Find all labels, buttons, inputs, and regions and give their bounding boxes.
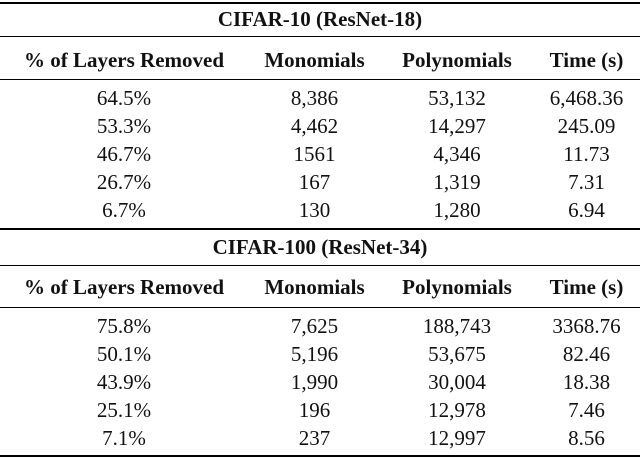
header-layers-removed: % of Layers Removed [23, 48, 225, 72]
table-row [0, 424, 640, 452]
table-row [0, 84, 640, 112]
cell-layers-removed: 64.5% [96, 86, 152, 110]
header-monomials: Monomials [264, 48, 365, 72]
cell-monomials: 7,625 [290, 314, 339, 338]
cell-time: 18.38 [562, 370, 611, 394]
cell-time: 245.09 [557, 114, 616, 138]
table-row [0, 396, 640, 424]
cell-layers-removed: 75.8% [96, 314, 152, 338]
table-row [0, 196, 640, 224]
cell-polynomials: 1,319 [433, 170, 481, 194]
section-divider-rule [0, 228, 640, 230]
section-rule [0, 265, 640, 266]
table-row [0, 340, 640, 368]
cell-monomials: 1,990 [290, 370, 339, 394]
cell-time: 82.46 [562, 342, 611, 366]
cell-time: 6.94 [568, 198, 605, 222]
cell-monomials: 237 [298, 426, 331, 450]
table-row [0, 368, 640, 396]
cell-polynomials: 188,743 [422, 314, 492, 338]
header-rule [0, 307, 640, 308]
header-polynomials: Polynomials [402, 275, 512, 299]
cell-monomials: 8,386 [290, 86, 339, 110]
cell-layers-removed: 46.7% [96, 142, 152, 166]
cell-time: 3368.76 [552, 314, 621, 338]
header-rule [0, 79, 640, 80]
header-row [0, 273, 640, 301]
header-polynomials: Polynomials [402, 48, 512, 72]
cell-time: 7.31 [568, 170, 605, 194]
cell-monomials: 167 [298, 170, 331, 194]
header-monomials: Monomials [264, 275, 365, 299]
table-row [0, 140, 640, 168]
cell-polynomials: 53,675 [428, 342, 486, 366]
cell-polynomials: 1,280 [433, 198, 481, 222]
header-time: Time (s) [549, 275, 624, 299]
table-row [0, 168, 640, 196]
cell-polynomials: 53,132 [428, 86, 486, 110]
cell-time: 6,468.36 [549, 86, 624, 110]
cell-time: 8.56 [568, 426, 605, 450]
table-row [0, 312, 640, 340]
cell-monomials: 130 [298, 198, 331, 222]
cell-monomials: 5,196 [290, 342, 339, 366]
cell-polynomials: 12,978 [428, 398, 486, 422]
table-row [0, 112, 640, 140]
section-rule [0, 36, 640, 37]
cell-polynomials: 4,346 [433, 142, 481, 166]
header-layers-removed: % of Layers Removed [23, 275, 225, 299]
cell-polynomials: 14,297 [428, 114, 486, 138]
cell-layers-removed: 26.7% [96, 170, 152, 194]
cell-layers-removed: 50.1% [96, 342, 152, 366]
cell-layers-removed: 6.7% [102, 198, 146, 222]
cell-monomials: 1561 [293, 142, 336, 166]
cell-monomials: 4,462 [290, 114, 339, 138]
header-row [0, 46, 640, 74]
cell-layers-removed: 53.3% [96, 114, 152, 138]
cell-polynomials: 12,997 [428, 426, 486, 450]
bottom-rule [0, 455, 640, 457]
cell-layers-removed: 43.9% [96, 370, 152, 394]
cell-polynomials: 30,004 [428, 370, 486, 394]
cell-time: 11.73 [563, 142, 610, 166]
header-time: Time (s) [549, 48, 624, 72]
section-title-cifar10: CIFAR-10 (ResNet-18) [217, 7, 423, 31]
cell-layers-removed: 25.1% [96, 398, 152, 422]
cell-time: 7.46 [568, 398, 605, 422]
cell-layers-removed: 7.1% [102, 426, 146, 450]
cell-monomials: 196 [298, 398, 331, 422]
section-title-cifar100: CIFAR-100 (ResNet-34) [212, 235, 428, 259]
